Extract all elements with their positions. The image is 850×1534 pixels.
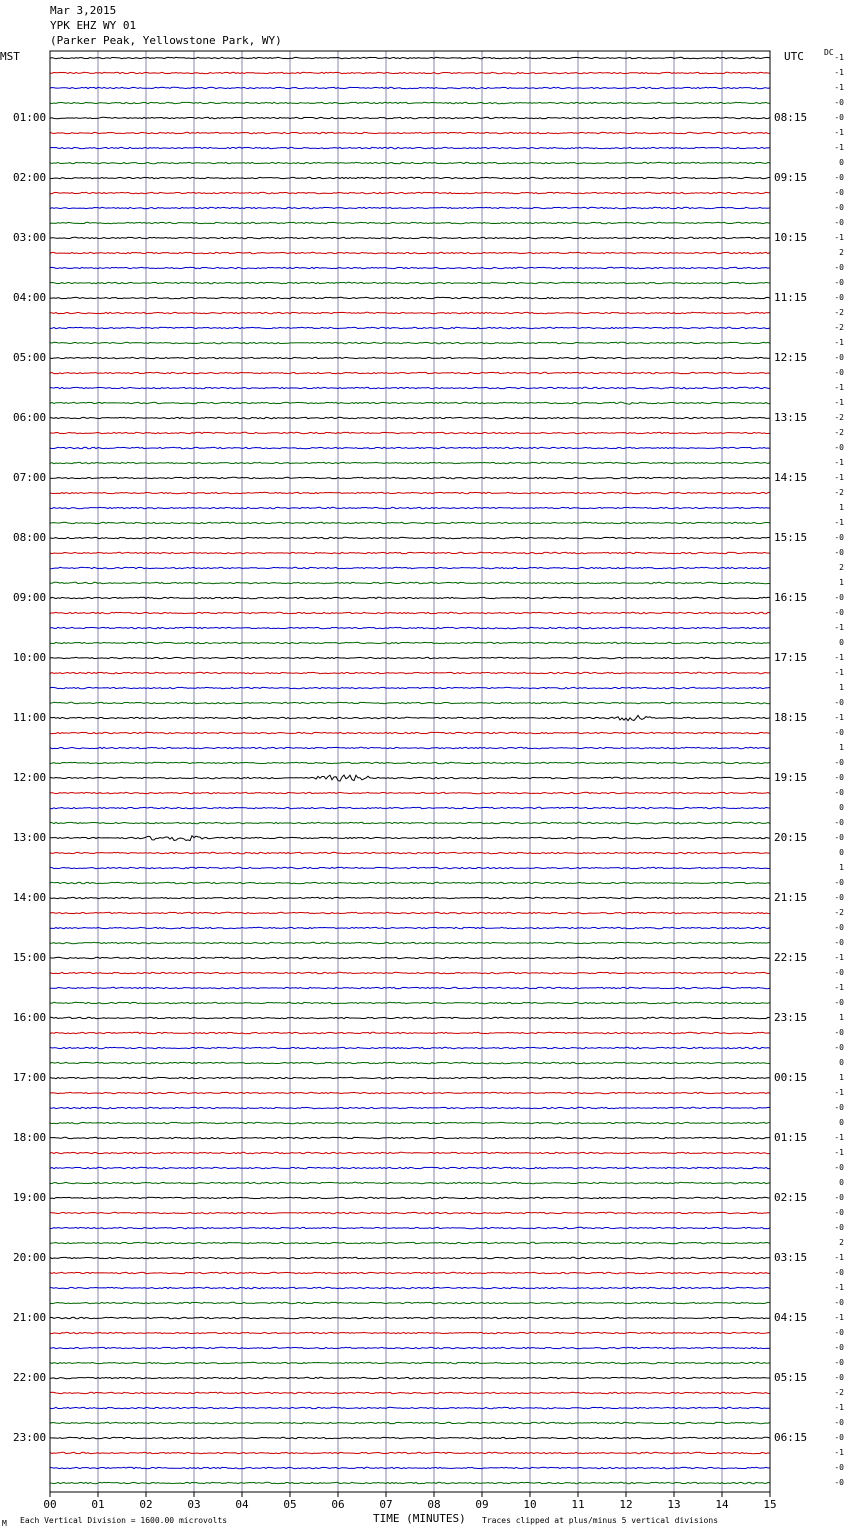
trace-line-89 [50,1377,770,1378]
x-tick-label: 12 [619,1498,633,1511]
dc-offset-label: -1 [834,473,844,482]
trace-line-34 [50,552,770,553]
dc-offset-label: -2 [834,1388,844,1397]
dc-offset-label: -0 [834,1328,844,1337]
trace-line-82 [50,1272,770,1273]
dc-offset-label: -1 [834,68,844,77]
dc-offset-label: -0 [834,1298,844,1307]
left-hour-label: 06:00 [13,411,47,424]
right-hour-label: 02:15 [774,1191,808,1204]
trace-line-8 [50,162,770,163]
left-hour-label: 21:00 [13,1311,47,1324]
left-hour-label: 02:00 [13,171,47,184]
dc-offset-label: -1 [834,383,844,392]
x-tick-label: 03 [187,1498,201,1511]
left-hour-label: 20:00 [13,1251,47,1264]
right-hour-label: 08:15 [774,111,808,124]
dc-offset-label: -0 [834,173,844,182]
right-hour-label: 18:15 [774,711,808,724]
dc-offset-label: -1 [834,1253,844,1262]
dc-offset-label: -1 [834,668,844,677]
trace-line-96 [50,1482,770,1483]
trace-line-28 [50,462,770,463]
dc-offset-label: -1 [834,1403,844,1412]
trace-line-2 [50,72,770,73]
dc-offset-label: -0 [834,1433,844,1442]
dc-header-label: DC [824,48,834,57]
dc-offset-label: -0 [834,773,844,782]
dc-offset-label: -0 [834,218,844,227]
left-hour-label: 23:00 [13,1431,47,1444]
trace-line-95 [50,1467,770,1468]
left-hour-label: 03:00 [13,231,47,244]
dc-offset-label: -2 [834,323,844,332]
trace-line-69 [50,1077,770,1078]
trace-line-61 [50,957,770,958]
trace-line-37 [50,597,770,598]
location-label: (Parker Peak, Yellowstone Park, WY) [50,34,282,47]
trace-line-32 [50,522,770,523]
trace-line-66 [50,1032,770,1033]
dc-offset-label: -0 [834,968,844,977]
trace-line-59 [50,927,770,928]
dc-offset-label: -0 [834,1163,844,1172]
trace-line-73 [50,1137,770,1138]
dc-offset-label: -0 [834,368,844,377]
dc-offset-label: 1 [839,683,844,692]
dc-offset-label: 0 [839,638,844,647]
dc-offset-label: -2 [834,428,844,437]
dc-offset-label: -0 [834,698,844,707]
x-tick-label: 15 [763,1498,777,1511]
trace-lines [50,57,770,1483]
dc-offset-label: -0 [834,923,844,932]
dc-offset-label: -0 [834,278,844,287]
date-label: Mar 3,2015 [50,4,117,17]
right-hour-label: 00:15 [774,1071,808,1084]
dc-offset-label: 0 [839,1178,844,1187]
right-timezone-label: UTC [784,50,804,63]
x-tick-label: 13 [667,1498,681,1511]
trace-line-20 [50,342,770,343]
left-hour-label: 14:00 [13,891,47,904]
trace-line-6 [50,132,770,133]
left-hour-label: 04:00 [13,291,47,304]
right-hour-label: 15:15 [774,531,808,544]
dc-offset-label: -0 [834,263,844,272]
x-tick-label: 10 [523,1498,537,1511]
trace-line-51 [50,807,770,808]
trace-line-16 [50,282,770,283]
right-hour-label: 09:15 [774,171,808,184]
trace-line-65 [50,1017,770,1018]
dc-offset-label: -1 [834,338,844,347]
trace-line-78 [50,1212,770,1213]
right-hour-label: 11:15 [774,291,808,304]
trace-line-84 [50,1302,770,1303]
trace-line-93 [50,1437,770,1438]
trace-line-15 [50,267,770,268]
dc-offset-label: -0 [834,1343,844,1352]
x-tick-label: 05 [283,1498,297,1511]
dc-offset-label: -1 [834,83,844,92]
x-tick-label: 14 [715,1498,729,1511]
dc-offset-label: -2 [834,488,844,497]
trace-line-35 [50,567,770,568]
trace-line-12 [50,222,770,223]
right-hour-label: 01:15 [774,1131,808,1144]
dc-offset-label: -0 [834,593,844,602]
trace-line-39 [50,627,770,628]
trace-line-45 [50,715,770,720]
corner-mark: M [2,1519,7,1528]
dc-offset-label: -0 [834,893,844,902]
x-tick-label: 09 [475,1498,489,1511]
right-hour-label: 03:15 [774,1251,808,1264]
dc-offset-label: -0 [834,1208,844,1217]
trace-line-26 [50,432,770,433]
dc-offset-label: 1 [839,863,844,872]
dc-offset-label: 1 [839,1073,844,1082]
x-tick-label: 04 [235,1498,249,1511]
left-hour-label: 05:00 [13,351,47,364]
right-hour-label: 23:15 [774,1011,808,1024]
trace-line-4 [50,102,770,103]
x-tick-label: 08 [427,1498,441,1511]
left-hour-label: 10:00 [13,651,47,664]
dc-offset-label: -0 [834,788,844,797]
left-hour-label: 22:00 [13,1371,47,1384]
dc-offset-label: -0 [834,818,844,827]
right-hour-label: 05:15 [774,1371,808,1384]
trace-line-76 [50,1182,770,1183]
trace-line-72 [50,1122,770,1123]
dc-offset-label: 2 [839,1238,844,1247]
dc-offset-label: -0 [834,1028,844,1037]
dc-offset-label: 0 [839,158,844,167]
trace-line-80 [50,1242,770,1243]
left-hour-label: 12:00 [13,771,47,784]
right-hour-label: 21:15 [774,891,808,904]
dc-offset-label: -0 [834,1223,844,1232]
trace-line-33 [50,537,770,538]
dc-offset-label: -1 [834,1088,844,1097]
trace-line-85 [50,1317,770,1318]
x-axis [43,1492,776,1511]
dc-offset-label: -0 [834,878,844,887]
dc-offset-label: -0 [834,203,844,212]
dc-offset-label: -1 [834,518,844,527]
trace-line-63 [50,987,770,988]
x-tick-label: 01 [91,1498,105,1511]
right-hour-label: 17:15 [774,651,808,664]
right-hour-label: 14:15 [774,471,808,484]
trace-line-87 [50,1347,770,1348]
trace-line-43 [50,687,770,688]
right-hour-label: 20:15 [774,831,808,844]
dc-offset-label: 0 [839,1058,844,1067]
trace-line-13 [50,237,770,238]
right-hour-label: 10:15 [774,231,808,244]
trace-line-60 [50,942,770,943]
dc-offset-label: -0 [834,548,844,557]
trace-line-70 [50,1092,770,1093]
dc-offset-label: -0 [834,1373,844,1382]
x-axis-title: TIME (MINUTES) [373,1512,466,1525]
dc-offset-label: -0 [834,833,844,842]
left-timezone-label: MST [0,50,20,63]
trace-line-79 [50,1227,770,1228]
left-hour-label: 16:00 [13,1011,47,1024]
right-hour-label: 12:15 [774,351,808,364]
dc-offset-label: -0 [834,443,844,452]
trace-line-54 [50,852,770,853]
trace-line-90 [50,1392,770,1393]
trace-line-31 [50,507,770,508]
dc-offset-label: -1 [834,53,844,62]
trace-line-18 [50,312,770,313]
trace-line-86 [50,1332,770,1333]
trace-line-24 [50,402,770,404]
trace-line-27 [50,447,770,448]
trace-line-25 [50,417,770,418]
dc-offset-label: -0 [834,188,844,197]
trace-line-55 [50,867,770,868]
dc-offset-label: -0 [834,998,844,1007]
dc-offset-label: -0 [834,293,844,302]
dc-offset-label: -0 [834,938,844,947]
dc-offset-label: -1 [834,143,844,152]
left-hour-label: 08:00 [13,531,47,544]
trace-line-83 [50,1287,770,1288]
dc-offset-label: 1 [839,743,844,752]
right-hour-label: 22:15 [774,951,808,964]
x-tick-label: 06 [331,1498,345,1511]
dc-offset-label: -1 [834,953,844,962]
left-hour-label: 15:00 [13,951,47,964]
dc-offset-label: 0 [839,1118,844,1127]
dc-offset-label: -1 [834,1148,844,1157]
trace-line-22 [50,372,770,373]
trace-line-88 [50,1362,770,1363]
trace-line-44 [50,702,770,703]
dc-offset-label: -0 [834,533,844,542]
dc-offset-label: -0 [834,758,844,767]
dc-offset-label: 2 [839,563,844,572]
trace-line-77 [50,1197,770,1198]
trace-line-62 [50,972,770,973]
dc-offset-label: -1 [834,398,844,407]
dc-offset-label: -2 [834,308,844,317]
left-hour-label: 09:00 [13,591,47,604]
right-hour-label: 19:15 [774,771,808,784]
dc-offset-label: -1 [834,233,844,242]
trace-line-64 [50,1002,770,1003]
trace-line-67 [50,1047,770,1048]
trace-line-92 [50,1422,770,1423]
trace-line-91 [50,1407,770,1408]
trace-line-49 [50,775,770,781]
dc-offset-label: -0 [834,608,844,617]
dc-offset-label: 2 [839,248,844,257]
trace-line-42 [50,672,770,673]
trace-line-41 [50,657,770,658]
left-hour-label: 11:00 [13,711,47,724]
dc-offset-label: -0 [834,1418,844,1427]
trace-line-47 [50,747,770,748]
trace-line-50 [50,792,770,793]
dc-offset-label: -0 [834,1103,844,1112]
left-hour-label: 17:00 [13,1071,47,1084]
trace-line-30 [50,492,770,493]
trace-line-68 [50,1062,770,1063]
trace-line-75 [50,1167,770,1168]
trace-line-23 [50,387,770,388]
trace-line-21 [50,357,770,358]
right-hour-label: 04:15 [774,1311,808,1324]
dc-offset-label: -0 [834,113,844,122]
dc-offset-label: -0 [834,728,844,737]
dc-offset-label: -2 [834,413,844,422]
trace-line-57 [50,897,770,898]
dc-offset-label: -0 [834,1478,844,1487]
dc-offset-label: -0 [834,1043,844,1052]
trace-line-46 [50,732,770,733]
dc-offset-label: 0 [839,848,844,857]
dc-offset-label: -2 [834,908,844,917]
dc-offset-label: -1 [834,713,844,722]
trace-line-81 [50,1257,770,1258]
dc-offset-label: -0 [834,1463,844,1472]
trace-line-56 [50,882,770,883]
trace-line-38 [50,612,770,613]
trace-line-17 [50,297,770,298]
trace-line-7 [50,147,770,148]
dc-offset-label: -1 [834,1283,844,1292]
trace-line-29 [50,477,770,478]
dc-offset-label: -1 [834,458,844,467]
dc-offset-label: 1 [839,578,844,587]
trace-line-19 [50,327,770,328]
x-tick-label: 11 [571,1498,585,1511]
right-hour-label: 06:15 [774,1431,808,1444]
left-hour-label: 13:00 [13,831,47,844]
dc-offset-label: -1 [834,1133,844,1142]
dc-offset-label: -0 [834,353,844,362]
trace-line-53 [50,836,770,841]
trace-line-36 [50,582,770,583]
dc-offset-label: -1 [834,983,844,992]
left-hour-label: 01:00 [13,111,47,124]
dc-offset-label: -0 [834,1358,844,1367]
x-tick-label: 07 [379,1498,393,1511]
trace-line-14 [50,252,770,253]
x-tick-label: 02 [139,1498,153,1511]
left-hour-label: 19:00 [13,1191,47,1204]
x-tick-label: 00 [43,1498,57,1511]
trace-line-5 [50,117,770,118]
right-hour-label: 13:15 [774,411,808,424]
dc-offset-label: -0 [834,1193,844,1202]
left-hour-label: 18:00 [13,1131,47,1144]
dc-offset-label: 0 [839,803,844,812]
trace-line-9 [50,177,770,178]
dc-offset-label: -1 [834,1448,844,1457]
trace-line-58 [50,912,770,913]
dc-offset-label: -0 [834,98,844,107]
dc-offset-label: -1 [834,623,844,632]
dc-offset-label: -1 [834,128,844,137]
scale-note: Each Vertical Division = 1600.00 microvolts [20,1516,228,1525]
trace-line-10 [50,192,770,193]
dc-offset-label: 1 [839,503,844,512]
trace-line-71 [50,1107,770,1108]
station-label: YPK EHZ WY 01 [50,19,137,32]
dc-offset-label: -1 [834,1313,844,1322]
trace-line-40 [50,642,770,643]
trace-line-11 [50,207,770,208]
trace-line-74 [50,1152,770,1153]
dc-offset-label: 1 [839,1013,844,1022]
trace-line-1 [50,57,770,58]
trace-line-52 [50,822,770,823]
trace-line-48 [50,762,770,763]
trace-line-3 [50,87,770,88]
trace-line-94 [50,1452,770,1453]
right-hour-label: 16:15 [774,591,808,604]
dc-offset-label: -0 [834,1268,844,1277]
clip-note: Traces clipped at plus/minus 5 vertical divisions [482,1516,719,1525]
dc-offset-label: -1 [834,653,844,662]
left-hour-label: 07:00 [13,471,47,484]
